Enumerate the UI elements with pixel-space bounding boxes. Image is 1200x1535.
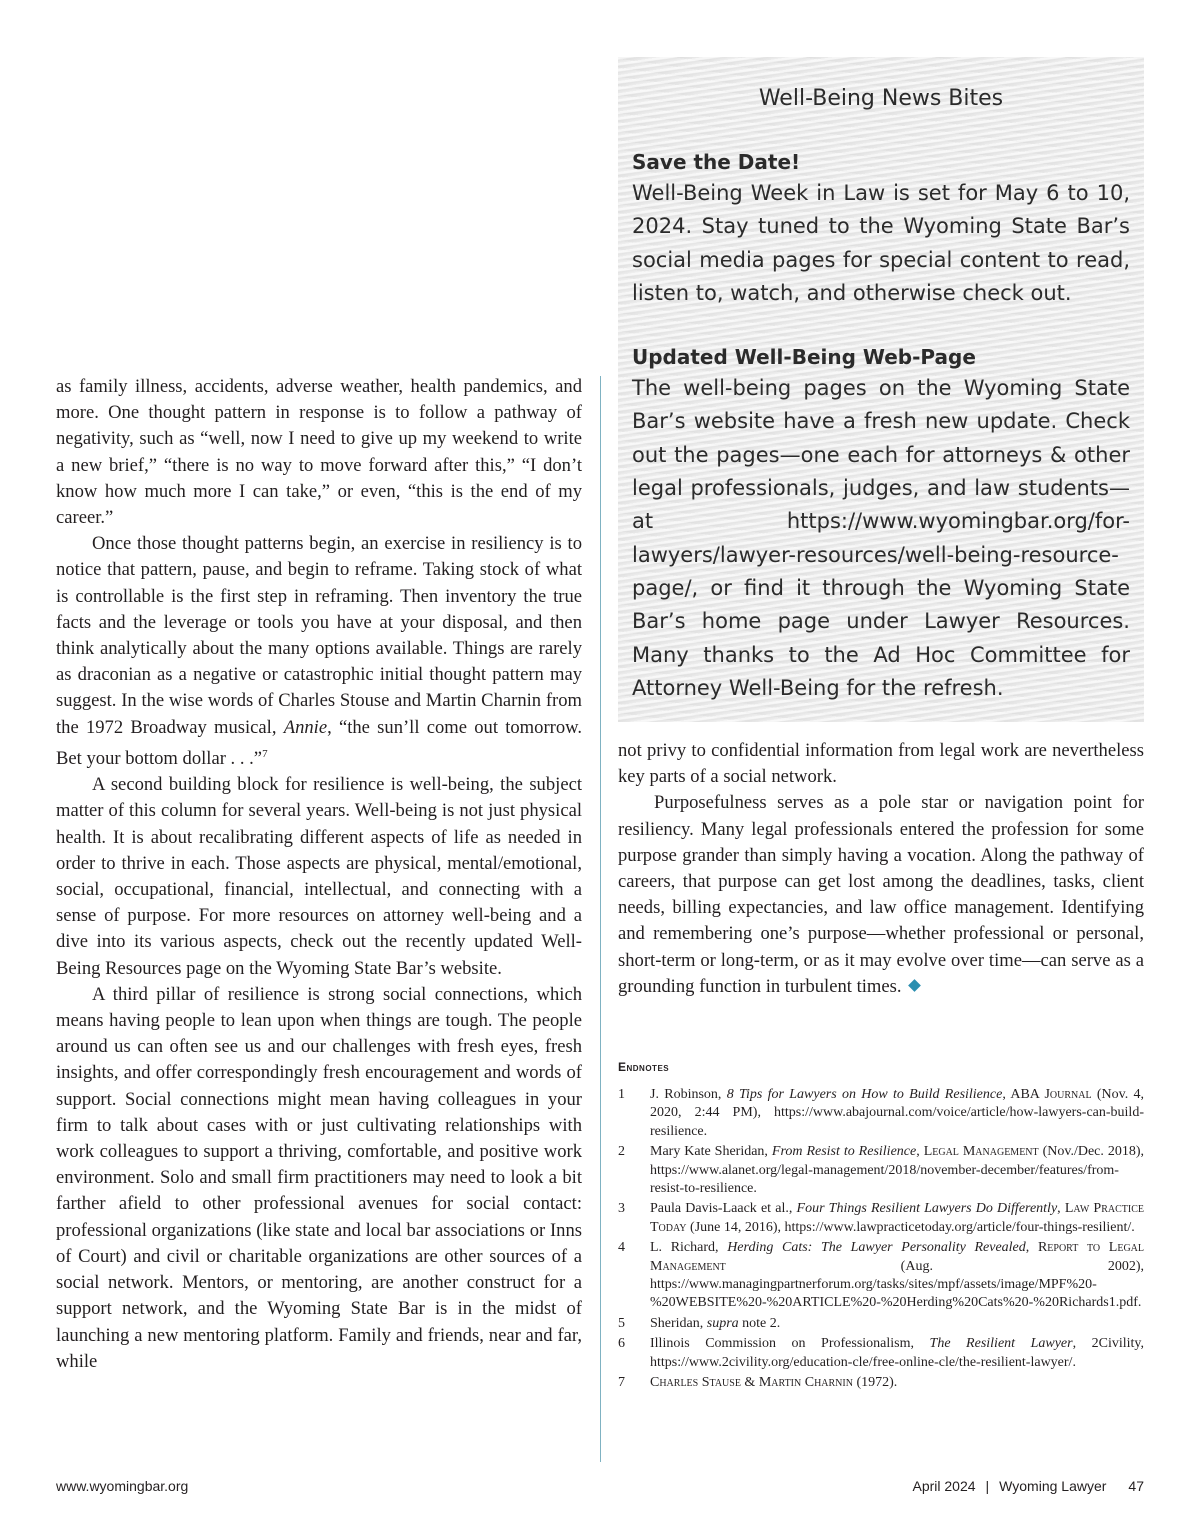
endnote-author: Illinois Commission on Professionalism, [650,1336,930,1352]
endnote-author: L. Richard, [650,1240,728,1256]
left-paragraph-2-text-a: Once those thought patterns begin, an exercise in resiliency is to notice that pattern, pause, and begin to reframe. Taking stock of what is controllable is the first step in reframing. Then inventory the true facts and the leverage or tools you have at your disposal, and then think analytically about the many options available. Things are rarely as draconian as a negative or catastrophic initial thought pattern may suggest. In the wise words of Charles Stouse and Martin Charnin from the 1972 Broadway musical, [56,533,582,738]
endnote-ref-7: 7 [262,747,268,760]
endnote-text: , ABA [1002,1087,1045,1102]
left-column [56,374,582,1375]
column-divider [600,376,601,1462]
endnote-number: 3 [618,1201,625,1217]
sidebar-text-save-the-date: Well-Being Week in Law is set for May 6 to 10, 2024. Stay tuned to the Wyoming State Bar’s social media pages for special content to read, listen to, watch, and otherwise check out. [632,181,1130,305]
endnote-source: Journal [1044,1087,1092,1102]
endnote-item [618,1315,1144,1333]
endnote-item [618,1200,1144,1237]
endnote-number: 6 [618,1336,625,1352]
page-number: 47 [1128,1478,1144,1494]
endnote-item [618,1086,1144,1141]
right-paragraph-2-text: Purposefulness serves as a pole star or navigation point for resiliency. Many legal professionals entered the profession for some purpose grander than simply having a vocation. Along the pathway of careers, that purpose can get lost among the deadlines, tasks, client needs, billing expectancies, and law office management. Identifying and remembering one’s purpose—whether professional or personal, short-term or long-term, or as it may evolve over time—can serve as a grounding function in turbulent times. [618,792,1144,997]
endnote-item [618,1239,1144,1313]
musical-title: Annie [283,716,328,738]
footer-separator: | [985,1478,990,1494]
left-paragraph-2-text-b: , “the sun’ll come out tomorrow. Bet your bottom dollar . . .” [56,716,582,770]
sidebar-heading-save-the-date: Save the Date! [632,150,801,174]
endnote-title: supra [706,1315,739,1331]
endnote-number: 7 [618,1375,625,1391]
endnote-title: The Resilient Lawyer [929,1336,1073,1352]
right-paragraph-1: not privy to confidential information from legal work are nevertheless key parts of a social network. [618,740,1144,788]
left-paragraph-3: A second building block for resilience is well-being, the subject matter of this column for several years. Well-being is not just physical health. It is about recalibrating different aspects of life as needed in order to thrive in each. Those aspects are physical, mental/emotional, social, occupational, financial, intellectual, and connecting with a sense of purpose. For more resources on attorney well-being and a dive into its various aspects, check out the recently updated Well-Being Resources page on the Wyoming State Bar’s website. [56,774,582,979]
endnote-citation: (Aug. 2002), https://www.managingpartnerforum.org/tasks/sites/mpf/assets/image/MPF%20-%20WEBSITE%20-%20ARTICLE%20-%20Herding%20Cats%20-%20Richards1.pdf. [650,1258,1144,1311]
endnote-title: Four Things Resilient Lawyers Do Differently [796,1201,1058,1217]
endnote-item [618,1335,1144,1372]
endnote-text: , [1025,1240,1038,1256]
endnote-source: Legal Management [923,1144,1039,1160]
endnote-number: 2 [618,1144,625,1160]
endnote-citation: (1972). [852,1375,898,1391]
sidebar-heading-web-page: Updated Well-Being Web-Page [632,345,976,370]
right-column [618,738,1144,1000]
left-paragraph-2 [56,531,582,772]
sidebar-title: Well-Being News Bites [758,86,1004,111]
endnote-number: 5 [618,1315,625,1331]
endnote-citation: (June 14, 2016), https://www.lawpracticetoday.org/article/four-things-resilient/. [686,1219,1135,1235]
news-bites-sidebar [618,57,1144,722]
endnote-author: Sheridan, [650,1315,707,1331]
endnote-title: 8 Tips for Lawyers on How to Build Resilience [726,1087,1003,1102]
endnote-source: Charles Stause & Martin Charnin [650,1375,853,1391]
left-paragraph-1: as family illness, accidents, adverse weather, health pandemics, and more. One thought pattern in response is to follow a pathway of negativity, such as “well, now I need to give up my weekend to write a new brief,” “there is no way to move forward after this,” “I don’t know how much more I can take,” or even, “this is the end of my career.” [56,376,582,529]
sidebar-text-web-page: The well-being pages on the Wyoming State Bar’s website have a fresh new update. Check out the pages—one each for attorneys & other legal professionals, judges, and law students—at https://www.wyomingbar.org/for-lawyers/lawyer-resources/well-being-resource-page/, or find it through the Wyoming State Bar’s home page under Lawyer Resources. Many thanks to the Ad Hoc Committee for Attorney Well-Being for the refresh. [632,376,1130,700]
endnote-citation: (Nov. 4, 2020, 2:44 PM), https://www.abajournal.com/voice/article/how-lawyers-can-build-resilience. [650,1087,1144,1139]
endnote-author: Mary Kate Sheridan, [650,1144,772,1160]
endnotes-list [618,1086,1144,1395]
footer-issue-info [912,1478,1144,1494]
sidebar-spacer [632,310,1130,342]
endnote-number: 4 [618,1240,625,1256]
endnote-number: 1 [618,1087,625,1102]
endnote-item [618,1374,1144,1392]
endnote-text: , [916,1144,924,1160]
endnote-source: Law Practice Today [650,1201,1144,1235]
endnote-author: Paula Davis-Laack et al., [650,1201,797,1217]
endnote-title: Herding Cats: The Lawyer Personality Revealed [727,1240,1026,1256]
endnote-text: , [1057,1201,1065,1217]
footer-website: www.wyomingbar.org [56,1478,189,1494]
footer-publication: Wyoming Lawyer [999,1478,1107,1494]
endnote-item [618,1143,1144,1198]
endnote-source: Report to Legal Management [650,1240,1145,1274]
footer-issue: April 2024 [912,1478,976,1494]
left-paragraph-4: A third pillar of resilience is strong social connections, which means having people to lean upon when things are tough. The people around us can often see us and our challenges with fresh eyes, fresh insights, and offer correspondingly fresh encouragement and words of support. Social connections might mean having colleagues in your firm to talk about cases with or just cultivating relationships with work colleagues to support a thriving, comfortable, and positive work environment. Solo and small firm practitioners may need to look a bit farther afield to other professional avenues for social contact: professional organizations (like state and local bar associations or Inns of Court) and civil or charitable organizations are other sources of a social network. Mentors, or mentoring, are another construct for a support network, and the Wyoming State Bar is in the midst of launching a new mentoring platform. Family and friends, near and far, while [56,983,582,1372]
endnote-author: J. Robinson, [650,1087,727,1102]
endnotes-title: Endnotes [618,1060,670,1074]
endnote-text: note 2. [738,1315,781,1331]
endnote-text: , 2Civility, https://www.2civility.org/education-cle/free-online-cle/the-resilient-lawyer/. [650,1336,1144,1370]
end-mark-diamond-icon [908,979,921,992]
right-paragraph-2 [618,790,1144,1000]
endnote-title: From Resist to Resilience [771,1144,917,1160]
endnote-citation: (Nov./Dec. 2018), https://www.alanet.org/legal-management/2018/november-december/features/from-resist-to-resilience. [650,1144,1145,1197]
